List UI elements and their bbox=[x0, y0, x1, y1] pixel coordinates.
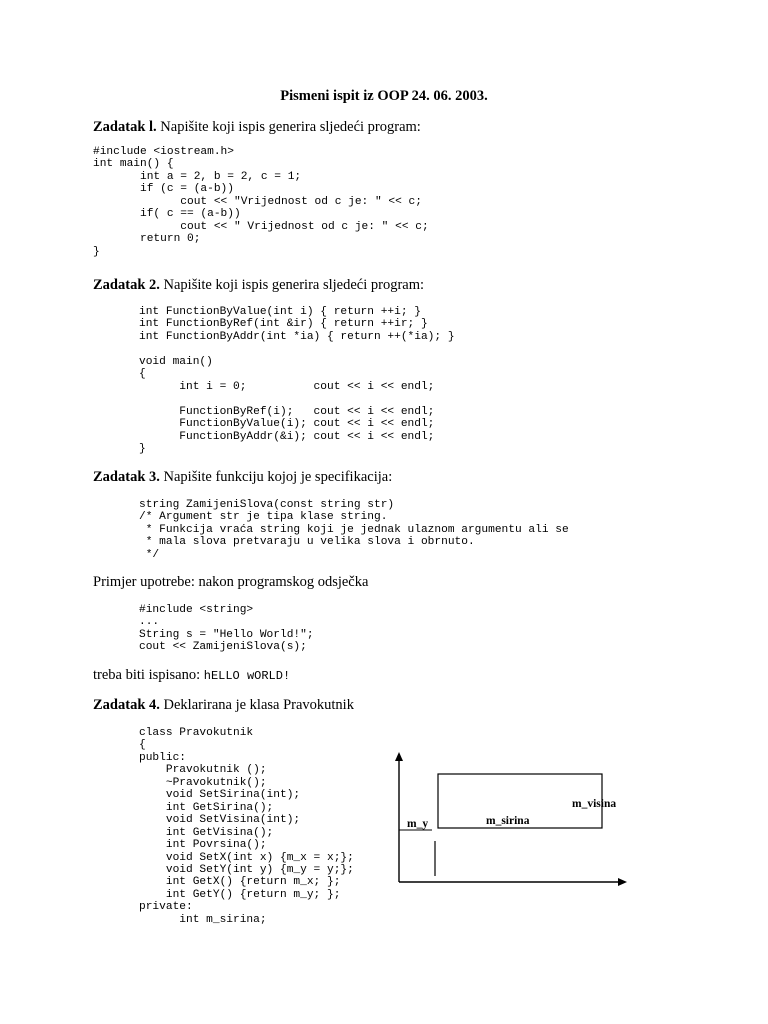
y-axis-arrow-icon bbox=[395, 752, 403, 761]
task4-heading bbox=[93, 697, 354, 714]
task2-code: int FunctionByValue(int i) { return ++i; } int FunctionByRef(int &ir) { return ++ir; } int FunctionByAddr(int *ia) { return ++(*ia); } void main() { int i = 0; cout << i << endl; FunctionByRef(i); cout << i << endl; FunctionByValue(i); cout << i << endl; FunctionByAddr(&i); cout << i << endl; } bbox=[139, 306, 455, 455]
label-m-y: m_y bbox=[407, 818, 429, 830]
task4-code: class Pravokutnik { public: Pravokutnik (); ~Pravokutnik(); void SetSirina(int); int GetSirina(); void SetVisina(int); int GetVisina(); int Povrsina(); void SetX(int x) {m_x = x;}; void SetY(int y) {m_y = y;}; int GetX() {return m_x; }; int GetY() {return m_y; }; private: int m_sirina; bbox=[139, 727, 354, 926]
task4-text: Deklarirana je klasa Pravokutnik bbox=[163, 697, 354, 713]
task2-heading bbox=[93, 277, 424, 294]
task1-code: #include <iostream.h> int main() { int a = 2, b = 2, c = 1; if (c = (a-b)) cout << "Vrijednost od c je: " << c; if( c == (a-b)) cout << " Vrijednost od c je: " << c; return 0; } bbox=[93, 146, 429, 258]
task3-spec-code: string ZamijeniSlova(const string str) /* Argument str je tipa klase string. * Funkcija vraća string koji je jednak ulaznom argumentu ali se * mala slova pretvaraju u velika slova i obrnuto. */ bbox=[139, 499, 569, 561]
task3-example-intro: Primjer upotrebe: nakon programskog odsječka bbox=[93, 574, 369, 590]
task3-output-value: hELLO wORLD! bbox=[203, 669, 291, 683]
task3-output-intro: treba biti ispisano: bbox=[93, 667, 201, 683]
task1-label: Zadatak l. bbox=[93, 119, 157, 135]
task3-label: Zadatak 3. bbox=[93, 469, 160, 485]
task3-example-code: #include <string> ... String s = "Hello World!"; cout << ZamijeniSlova(s); bbox=[139, 604, 314, 654]
task3-text: Napišite funkciju kojoj je specifikacija: bbox=[163, 469, 393, 485]
task4-label: Zadatak 4. bbox=[93, 697, 160, 713]
task1-heading bbox=[93, 119, 421, 136]
page-title: Pismeni ispit iz OOP 24. 06. 2003. bbox=[280, 88, 488, 104]
label-m-sirina: m_sirina bbox=[486, 815, 530, 827]
rectangle-diagram bbox=[392, 752, 628, 892]
task3-output-line bbox=[93, 667, 290, 684]
task3-heading bbox=[93, 469, 392, 486]
task2-label: Zadatak 2. bbox=[93, 277, 160, 293]
label-m-visina: m_visina bbox=[572, 798, 617, 810]
x-axis-arrow-icon bbox=[618, 878, 627, 886]
task2-text: Napišite koji ispis generira sljedeći program: bbox=[163, 277, 425, 293]
task1-text: Napišite koji ispis generira sljedeći program: bbox=[160, 119, 421, 135]
